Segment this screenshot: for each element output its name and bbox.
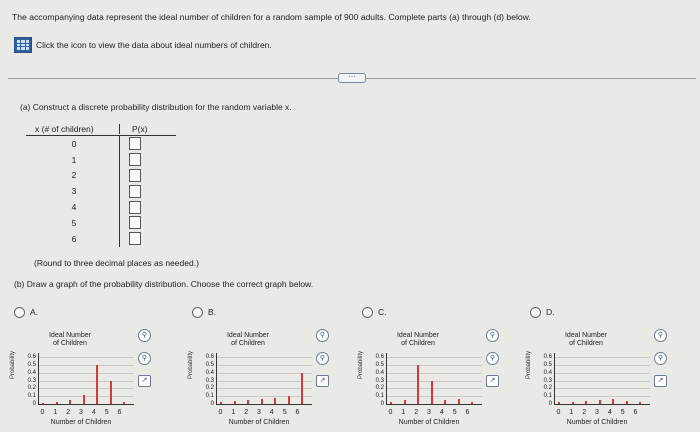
x-tick-label: 6 — [117, 409, 122, 416]
x-tick-labels — [38, 409, 124, 416]
x-tick-label: 0 — [218, 409, 223, 416]
p-cell — [120, 201, 176, 214]
distribution-table — [26, 122, 176, 247]
option-radio[interactable] — [530, 307, 541, 318]
y-axis — [386, 353, 387, 404]
x-tick-label: 0 — [556, 409, 561, 416]
prob-bar — [274, 398, 276, 404]
grid-line — [554, 396, 650, 397]
y-axis — [554, 353, 555, 404]
chart-title-line1: Ideal Number — [564, 332, 608, 339]
grid-line — [386, 388, 482, 389]
x-tick-label: 2 — [414, 409, 419, 416]
zoom-in-icon[interactable]: ⚲ — [654, 329, 667, 342]
prob-bar — [444, 400, 446, 404]
table-row — [26, 168, 176, 184]
option-label: A. — [30, 307, 39, 317]
p-input[interactable] — [129, 169, 141, 182]
grid-line — [554, 388, 650, 389]
expand-icon[interactable]: ↗ — [138, 375, 151, 387]
y-tick-label: 0.3 — [543, 377, 552, 384]
option-radio[interactable] — [362, 307, 373, 318]
x-value: 6 — [26, 231, 120, 247]
y-tick-label: 0.2 — [27, 385, 36, 392]
option-label: D. — [546, 307, 555, 317]
x-axis — [386, 404, 482, 405]
p-input[interactable] — [129, 232, 141, 245]
grid-line — [386, 373, 482, 374]
prob-bar — [83, 395, 85, 404]
p-input[interactable] — [129, 137, 141, 150]
grid-line — [386, 365, 482, 366]
option-radio[interactable] — [192, 307, 203, 318]
chart-title-line1: Ideal Number — [396, 332, 440, 339]
prob-bar — [288, 396, 290, 404]
graph-option-a[interactable] — [10, 307, 189, 427]
graph-option-d[interactable] — [526, 307, 700, 427]
option-label: B. — [208, 307, 217, 317]
prob-bar — [585, 401, 587, 404]
grid-line — [554, 365, 650, 366]
p-input[interactable] — [129, 185, 141, 198]
x-tick-label: 3 — [79, 409, 83, 416]
x-value: 2 — [26, 168, 120, 184]
table-row — [26, 152, 176, 168]
p-cell — [120, 216, 176, 229]
prob-bar — [612, 399, 614, 404]
p-cell — [120, 185, 176, 198]
x-tick-labels — [386, 409, 472, 416]
chart-title-line2: of Children — [53, 340, 87, 347]
x-value: 4 — [26, 199, 120, 215]
y-tick-label: 0.4 — [543, 369, 552, 376]
y-tick-label: 0 — [210, 401, 214, 407]
chart-title — [216, 332, 280, 348]
grid-line — [386, 357, 482, 358]
x-tick-label: 0 — [388, 409, 393, 416]
x-tick-label: 6 — [295, 409, 300, 416]
x-tick-label: 2 — [582, 409, 587, 416]
zoom-out-icon[interactable]: ⚲ — [138, 352, 151, 365]
intro-text: The accompanying data represent the ideal number of children for a random sample of 900 adults. Complete parts (a) through (d) below. — [12, 12, 531, 22]
prob-bar — [572, 402, 574, 404]
chart-plot — [204, 353, 316, 410]
y-tick-label: 0.5 — [543, 361, 552, 368]
grid-line — [38, 365, 134, 366]
y-tick-label: 0.1 — [375, 393, 384, 400]
table-header — [26, 122, 176, 136]
y-tick-label: 0.6 — [205, 354, 214, 360]
p-cell — [120, 153, 176, 166]
x-axis — [216, 404, 312, 405]
part-a-label: (a) Construct a discrete probability distribution for the random variable x. — [20, 102, 292, 112]
x-tick-label: 6 — [465, 409, 470, 416]
y-tick-label: 0.1 — [27, 393, 36, 400]
x-value: 0 — [26, 136, 120, 152]
prob-bar — [417, 365, 419, 404]
prob-bar — [626, 401, 628, 404]
prob-bar — [458, 399, 460, 404]
more-button[interactable]: ⋯ — [338, 73, 366, 83]
chart-plot — [374, 353, 486, 410]
x-axis — [554, 404, 650, 405]
x-tick-label: 2 — [244, 409, 249, 416]
y-axis-label: Probability — [526, 350, 532, 379]
grid-line — [38, 357, 134, 358]
data-table-icon[interactable] — [14, 37, 32, 53]
p-input[interactable] — [129, 153, 141, 166]
y-tick-label: 0.6 — [375, 354, 384, 360]
option-radio[interactable] — [14, 307, 25, 318]
y-tick-label: 0.3 — [205, 377, 214, 384]
expand-icon[interactable]: ↗ — [316, 375, 329, 387]
prob-bar — [390, 402, 392, 404]
grid-line — [216, 388, 312, 389]
y-tick-label: 0.4 — [205, 369, 214, 376]
chart-title-line2: of Children — [231, 340, 265, 347]
zoom-out-icon[interactable]: ⚲ — [486, 352, 499, 365]
prob-bar — [56, 402, 58, 404]
x-tick-label: 5 — [104, 409, 109, 416]
p-input[interactable] — [129, 216, 141, 229]
y-tick-label: 0.2 — [375, 385, 384, 392]
zoom-in-icon[interactable]: ⚲ — [138, 329, 151, 342]
prob-bar — [42, 403, 44, 404]
grid-line — [386, 381, 482, 382]
p-cell — [120, 169, 176, 182]
graph-option-b[interactable] — [188, 307, 367, 427]
x-tick-label: 5 — [620, 409, 625, 416]
prob-bar — [96, 365, 98, 404]
x-axis-label: Number of Children — [50, 419, 112, 426]
rounding-note: (Round to three decimal places as needed.) — [34, 258, 199, 268]
grid-line — [216, 357, 312, 358]
y-axis — [216, 353, 217, 404]
table-row — [26, 231, 176, 247]
y-tick-label: 0.3 — [27, 377, 36, 384]
x-tick-label: 4 — [607, 409, 612, 416]
x-tick-labels — [216, 409, 302, 416]
prob-bar — [69, 400, 71, 404]
y-tick-label: 0.4 — [27, 369, 36, 376]
y-tick-label: 0.2 — [205, 385, 214, 392]
y-axis-label: Probability — [188, 350, 194, 379]
x-axis-label: Number of Children — [398, 419, 460, 426]
prob-bar — [431, 381, 433, 405]
option-label: C. — [378, 307, 387, 317]
p-input[interactable] — [129, 201, 141, 214]
chart-title — [386, 332, 450, 348]
y-tick-label: 0.2 — [543, 385, 552, 392]
prob-bar — [110, 381, 112, 405]
chart-title-line2: of Children — [569, 340, 603, 347]
x-tick-label: 4 — [269, 409, 274, 416]
x-tick-label: 1 — [231, 409, 236, 416]
x-axis-label: Number of Children — [566, 419, 628, 426]
x-tick-label: 1 — [401, 409, 406, 416]
col-p-header: P(x) — [132, 123, 148, 134]
table-row — [26, 183, 176, 199]
prob-bar — [220, 402, 222, 404]
chart-plot — [26, 353, 138, 410]
chart-title — [38, 332, 102, 348]
zoom-in-icon[interactable]: ⚲ — [316, 329, 329, 342]
x-tick-label: 4 — [439, 409, 444, 416]
grid-line — [216, 381, 312, 382]
grid-line — [216, 373, 312, 374]
prob-bar — [599, 400, 601, 404]
x-tick-labels — [554, 409, 640, 416]
part-b-label: (b) Draw a graph of the probability distribution. Choose the correct graph below. — [14, 279, 314, 289]
table-row — [26, 215, 176, 231]
expand-icon[interactable]: ↗ — [654, 375, 667, 387]
x-tick-label: 3 — [427, 409, 431, 416]
y-axis-label: Probability — [10, 350, 16, 379]
y-tick-label: 0.4 — [375, 369, 384, 376]
x-value: 3 — [26, 183, 120, 199]
data-link[interactable] — [14, 37, 272, 53]
chart-title — [554, 332, 618, 348]
expand-icon[interactable]: ↗ — [486, 375, 499, 387]
x-tick-label: 2 — [66, 409, 71, 416]
prob-bar — [261, 399, 263, 404]
x-tick-label: 0 — [40, 409, 45, 416]
x-tick-label: 1 — [53, 409, 58, 416]
prob-bar — [558, 402, 560, 404]
y-tick-label: 0.6 — [27, 354, 36, 360]
y-tick-label: 0 — [32, 401, 36, 407]
x-axis — [38, 404, 134, 405]
x-tick-label: 3 — [257, 409, 261, 416]
y-tick-label: 0.5 — [375, 361, 384, 368]
grid-line — [386, 396, 482, 397]
zoom-out-icon[interactable]: ⚲ — [316, 352, 329, 365]
y-tick-label: 0.3 — [375, 377, 384, 384]
grid-line — [38, 381, 134, 382]
y-axis-label: Probability — [358, 350, 364, 379]
x-tick-label: 4 — [91, 409, 96, 416]
table-row — [26, 136, 176, 152]
p-cell — [120, 137, 176, 150]
prob-bar — [404, 400, 406, 404]
y-tick-label: 0 — [548, 401, 552, 407]
graph-option-c[interactable] — [358, 307, 537, 427]
x-tick-label: 6 — [633, 409, 638, 416]
chart-title-line1: Ideal Number — [48, 332, 92, 339]
grid-line — [216, 396, 312, 397]
x-value: 5 — [26, 215, 120, 231]
zoom-in-icon[interactable]: ⚲ — [486, 329, 499, 342]
grid-line — [554, 381, 650, 382]
grid-line — [38, 388, 134, 389]
y-tick-label: 0.5 — [205, 361, 214, 368]
prob-bar — [247, 400, 249, 404]
grid-line — [38, 373, 134, 374]
x-tick-label: 1 — [569, 409, 574, 416]
prob-bar — [471, 402, 473, 404]
x-axis-label: Number of Children — [228, 419, 290, 426]
prob-bar — [234, 401, 236, 404]
data-link-label[interactable]: Click the icon to view the data about ideal numbers of children. — [36, 40, 272, 50]
prob-bar — [123, 402, 125, 404]
y-tick-label: 0.1 — [205, 393, 214, 400]
grid-line — [38, 396, 134, 397]
y-tick-label: 0.6 — [543, 354, 552, 360]
y-tick-label: 0.5 — [27, 361, 36, 368]
x-tick-label: 5 — [452, 409, 457, 416]
x-value: 1 — [26, 152, 120, 168]
chart-plot — [542, 353, 654, 410]
x-tick-label: 5 — [282, 409, 287, 416]
grid-line — [216, 365, 312, 366]
y-tick-label: 0 — [380, 401, 384, 407]
grid-line — [554, 373, 650, 374]
chart-title-line1: Ideal Number — [226, 332, 270, 339]
chart-title-line2: of Children — [401, 340, 435, 347]
x-tick-label: 3 — [595, 409, 599, 416]
y-axis — [38, 353, 39, 404]
p-cell — [120, 232, 176, 245]
prob-bar — [639, 402, 641, 404]
prob-bar — [301, 373, 303, 404]
table-row — [26, 199, 176, 215]
col-x-header: x (# of children) — [26, 124, 120, 134]
zoom-out-icon[interactable]: ⚲ — [654, 352, 667, 365]
y-tick-label: 0.1 — [543, 393, 552, 400]
grid-line — [554, 357, 650, 358]
